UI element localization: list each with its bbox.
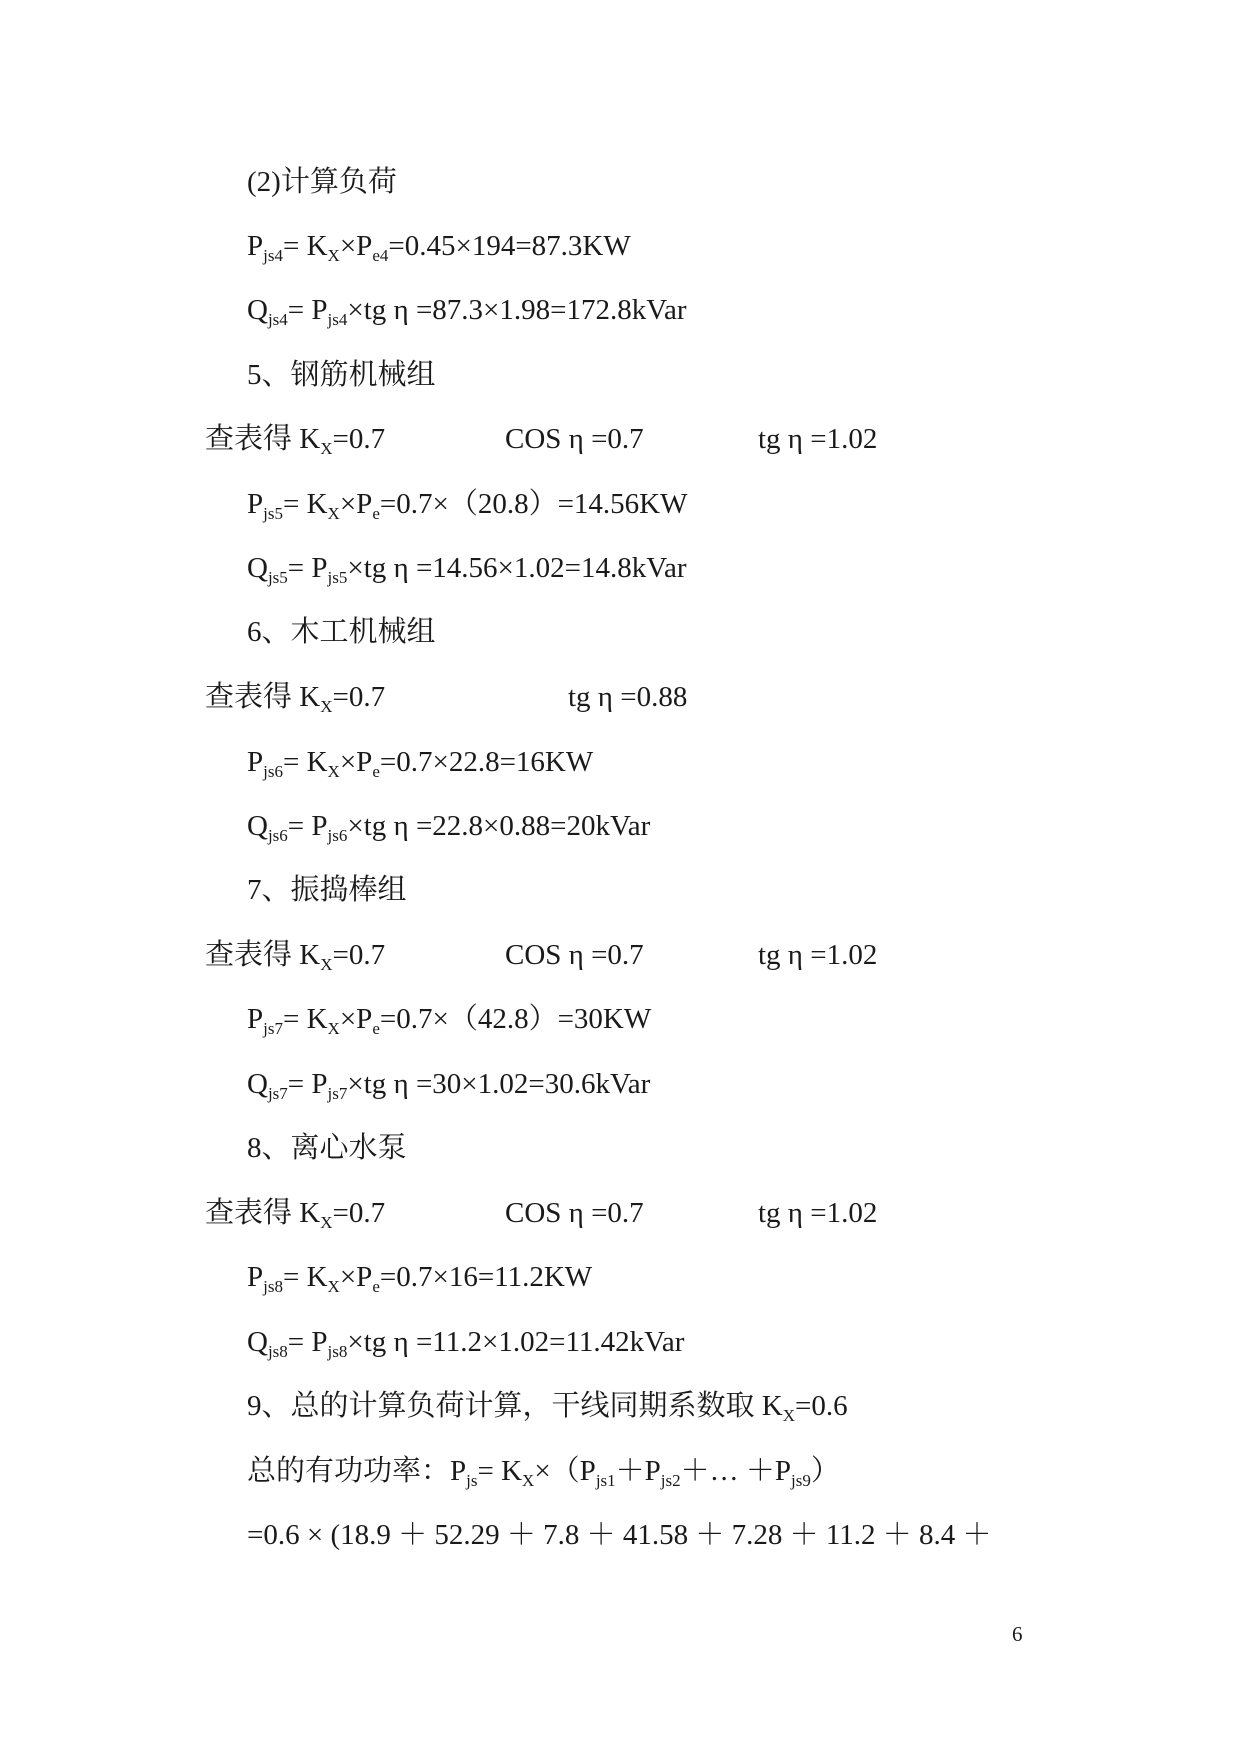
subscript: X bbox=[327, 762, 340, 781]
subscript: js2 bbox=[660, 1471, 681, 1490]
subscript: e4 bbox=[372, 246, 389, 265]
formula-line: =0.6 × (18.9 ＋ 52.29 ＋ 7.8 ＋ 41.58 ＋ 7.28 ＋ 11.2 ＋ 8.4 ＋ bbox=[247, 1519, 992, 1551]
formula-line: $Q_{js8}= P_{js8}\times tg$ η =11.2×1.02=11.42kVar bbox=[247, 1326, 685, 1361]
subscript: X bbox=[327, 1019, 340, 1038]
cos-value: COS η =0.7 bbox=[505, 939, 644, 971]
subscript: X bbox=[327, 504, 340, 523]
kx-value: 查表得 $K_X=0.7$ bbox=[205, 1197, 386, 1232]
formula-line: $Q_{js6}= P_{js6}\times tg$ η =22.8×0.88=20kVar bbox=[247, 810, 651, 845]
page-number: 6 bbox=[1012, 1622, 1023, 1646]
table-lookup-line bbox=[205, 1195, 878, 1232]
subscript: X bbox=[320, 1213, 333, 1232]
subscript: js8 bbox=[263, 1277, 283, 1296]
tg-value: tg η =1.02 bbox=[758, 423, 878, 455]
subscript: js6 bbox=[263, 762, 283, 781]
subscript: js4 bbox=[327, 310, 348, 329]
subscript: X bbox=[327, 246, 340, 265]
subscript: js5 bbox=[327, 568, 348, 587]
tg-value: tg η =1.02 bbox=[758, 1197, 878, 1229]
subscript: X bbox=[320, 439, 333, 458]
subscript: js7 bbox=[263, 1019, 283, 1038]
formula-line: $P_{js4}= K_X\times P_{e4}=0.45\times 194=87.3KW$ bbox=[247, 230, 631, 265]
table-lookup-line bbox=[205, 679, 688, 716]
cos-value: COS η =0.7 bbox=[505, 423, 644, 455]
cos-value: COS η =0.7 bbox=[505, 1197, 644, 1229]
formula-line: $Q_{js7}= P_{js7}\times tg$ η =30×1.02=30.6kVar bbox=[247, 1068, 651, 1103]
subscript: js8 bbox=[327, 1342, 348, 1361]
formula-line: $P_{js8}= K_X\times P_e=0.7\times 16=11.2KW$ bbox=[247, 1261, 593, 1296]
subscript: js5 bbox=[263, 504, 283, 523]
kx-value: 查表得 $K_X=0.7$ bbox=[205, 681, 386, 716]
subscript: X bbox=[522, 1471, 535, 1490]
subscript: js bbox=[466, 1471, 478, 1490]
formula-line: $Q_{js4}= P_{js4}\times tg$ η =87.3×1.98=172.8kVar bbox=[247, 294, 687, 329]
subscript: js9 bbox=[791, 1471, 811, 1490]
subscript: e bbox=[372, 762, 380, 781]
subscript: js6 bbox=[327, 826, 348, 845]
formula-line: 总的有功功率：$P_{js}=$ $K_X\times(P_{js1}+P_{js2}+\dots +P_{js9})$ bbox=[247, 1455, 840, 1490]
subscript: js8 bbox=[267, 1342, 288, 1361]
kx-value: 查表得 $K_X=0.7$ bbox=[205, 939, 386, 974]
subscript: e bbox=[372, 1277, 380, 1296]
text-line: (2)计算负荷 bbox=[247, 166, 397, 198]
tg-value: tg η =0.88 bbox=[568, 681, 688, 713]
table-lookup-line bbox=[205, 937, 878, 974]
subscript: X bbox=[327, 1277, 340, 1296]
formula-line: $P_{js7}= K_X\times P_e=0.7\times(42.8)=30KW$ bbox=[247, 1003, 652, 1038]
section-heading: 8、离心水泵 bbox=[247, 1132, 407, 1164]
subscript: e bbox=[372, 1019, 380, 1038]
section-heading: 7、振捣棒组 bbox=[247, 874, 407, 906]
section-heading: 9、总的计算负荷计算，干线同期系数取 $K_X=0.6$ bbox=[247, 1390, 848, 1425]
subscript: js7 bbox=[267, 1084, 288, 1103]
subscript: e bbox=[372, 504, 380, 523]
subscript: js6 bbox=[267, 826, 288, 845]
tg-value: tg η =1.02 bbox=[758, 939, 878, 971]
formula-line: $Q_{js5}= P_{js5}\times tg$ η =14.56×1.02=14.8kVar bbox=[247, 552, 687, 587]
section-heading: 5、钢筋机械组 bbox=[247, 359, 436, 391]
subscript: js4 bbox=[263, 246, 283, 265]
subscript: X bbox=[782, 1406, 795, 1425]
subscript: js7 bbox=[327, 1084, 348, 1103]
subscript: js4 bbox=[267, 310, 288, 329]
table-lookup-line bbox=[205, 421, 878, 458]
subscript: X bbox=[320, 955, 333, 974]
subscript: X bbox=[320, 697, 333, 716]
section-heading: 6、木工机械组 bbox=[247, 616, 436, 648]
kx-value: 查表得 $K_X=0.7$ bbox=[205, 423, 386, 458]
subscript: js5 bbox=[267, 568, 288, 587]
formula-line: $P_{js5}= K_X\times P_e=0.7\times(20.8)=14.56KW$ bbox=[247, 488, 688, 523]
formula-line: $P_{js6}= K_X\times P_e=0.7\times 22.8=16KW$ bbox=[247, 746, 594, 781]
subscript: js1 bbox=[595, 1471, 616, 1490]
